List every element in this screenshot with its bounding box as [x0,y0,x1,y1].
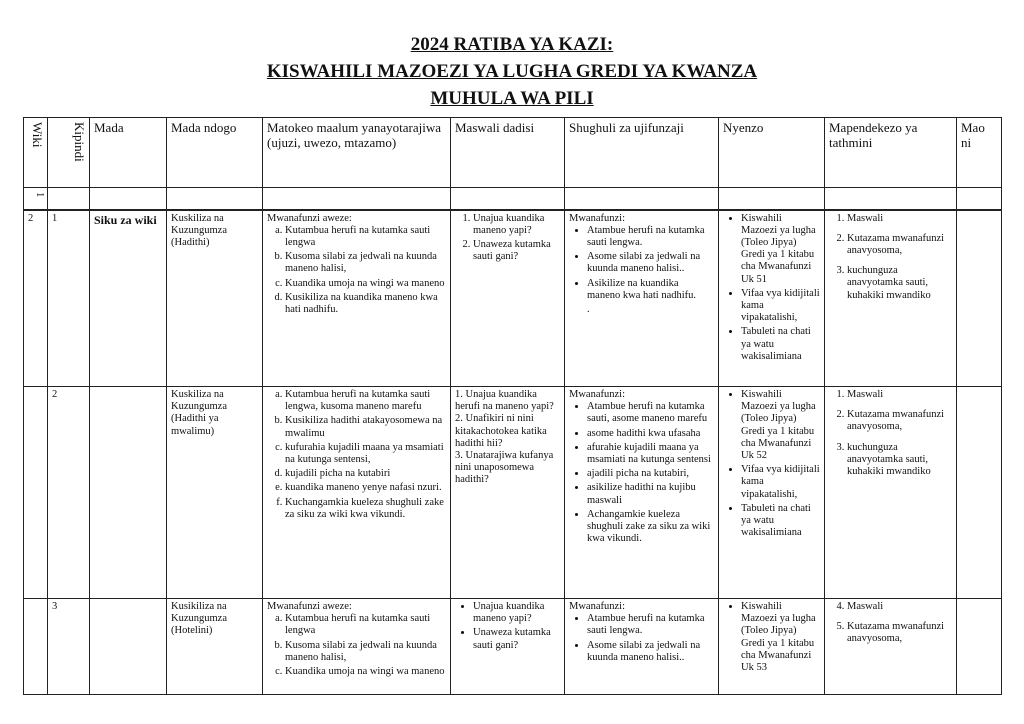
list-item: • Unaweza kutamka sauti gani? [473,627,560,651]
list-item: • Atambue herufi na kutamka sauti lengwa. [587,225,714,249]
learning-outcomes [263,599,451,695]
list-item: • Unajua kuandika maneno yapi? [473,601,560,625]
remarks [957,599,1002,695]
topic [90,599,167,695]
list-item: 3. kuchunguza anavyotamka sauti, kuhakiki mwandiko [847,265,952,302]
activities-intro: Mwanafunzi: [569,212,625,224]
list-item: b. Kusikiliza hadithi atakayosomewa na mwalimu [285,415,446,439]
header-row [24,118,1002,188]
assessment [825,387,957,599]
list-item: d. kujadili picha na kutabiri [285,468,446,480]
key-inquiry-questions [451,210,565,387]
stray-mark: . [587,303,590,315]
table-row [24,210,1002,387]
resources [719,387,825,599]
lesson-number: 3 [48,599,90,695]
list-item: a. Kutambua herufi na kutamka sauti lengwa, kusoma maneno marefu [285,389,446,413]
header-maoni: Mao ni [957,118,1002,188]
list-item: 2. Kutazama mwanafunzi anavyosoma, [847,233,952,257]
header-wiki: Wiki [24,118,48,188]
learning-experiences [565,210,719,387]
activities-intro: Mwanafunzi: [569,601,625,612]
list-item: • Asome silabi za jedwali na kuunda maneno halisi.. [587,640,714,664]
list-item: • Atambue herufi na kutamka sauti, asome maneno marefu [587,401,714,425]
header-kipindi: Kipindi [48,118,90,188]
list-item: • Vifaa vya kidijitali kama vipakatalishi, [741,464,820,501]
list-item: • ajadili picha na kutabiri, [587,468,714,480]
activities-intro: Mwanafunzi: [569,389,625,400]
list-item: • Kiswahili Mazoezi ya lugha (Toleo Jipya) Gredi ya 1 kitabu cha Mwanafunzi Uk 53 [741,601,820,674]
list-item: • Tabuleti na chati ya watu wakisalimiana [741,326,820,363]
list-item: b. Kusoma silabi za jedwali na kuunda maneno halisi, [285,640,446,664]
list-item: 3. kuchunguza anavyotamka sauti, kuhakiki mwandiko [847,442,952,479]
learning-outcomes [263,210,451,387]
resources [719,599,825,695]
header-mada-ndogo: Mada ndogo [167,118,263,188]
list-item: 2. Kutazama mwanafunzi anavyosoma, [847,409,952,433]
list-item: • Kiswahili Mazoezi ya lugha (Toleo Jipya) Gredi ya 1 kitabu cha Mwanafunzi Uk 52 [741,389,820,462]
header-nyenzo: Nyenzo [719,118,825,188]
list-item: b. Kusoma silabi za jedwali na kuunda maneno halisi, [285,251,446,275]
list-item: e. kuandika maneno yenye nafasi nzuri. [285,482,446,494]
list-item: • Kiswahili Mazoezi ya lugha (Toleo Jipya) Gredi ya 1 kitabu cha Mwanafunzi Uk 51 [741,213,820,286]
key-inquiry-questions: 1. Unajua kuandika herufi na maneno yapi? 2. Unafikiri ni nini kitakachotokea katika hadithi hii? 3. Unatarajiwa kufanya nini unaposomewa hadithi? [451,387,565,599]
list-item: 5. Kutazama mwanafunzi anavyosoma, [847,621,952,645]
lesson-number: 2 [48,387,90,599]
list-item: 4. Maswali [847,601,952,613]
list-item: • Asome silabi za jedwali na kuunda maneno halisi.. [587,251,714,275]
subtopic: Kuskiliza na Kuzungumza (Hadithi) [167,210,263,387]
list-item: d. Kusikiliza na kuandika maneno kwa hati nadhifu. [285,292,446,316]
assessment [825,599,957,695]
header-shughuli: Shughuli za ujifunzaji [565,118,719,188]
list-item: • asome hadithi kwa ufasaha [587,428,714,440]
topic: Siku za wiki [90,210,167,387]
list-item: • afurahie kujadili maana ya msamiati na kutunga sentensi [587,442,714,466]
list-item: c. Kuandika umoja na wingi wa maneno [285,278,446,290]
list-item: • Asikilize na kuandika maneno kwa hati nadhifu. [587,278,714,302]
header-mada: Mada [90,118,167,188]
remarks [957,210,1002,387]
list-item: • Atambue herufi na kutamka sauti lengwa. [587,613,714,637]
subtopic: Kusikiliza na Kuzungumza (Hotelini) [167,599,263,695]
list-item: f. Kuchangamkia kueleza shughuli zake za siku za wiki kwa vikundi. [285,497,446,521]
header-matokeo: Matokeo maalum yanayotarajiwa (ujuzi, uwezo, mtazamo) [263,118,451,188]
list-item: 1. Maswali [847,389,952,401]
resources [719,210,825,387]
scheme-of-work-table [23,117,1002,695]
remarks [957,387,1002,599]
week-1-row [24,188,1002,210]
outcomes-intro: Mwanafunzi aweze: [267,212,352,224]
header-mapendekezo: Mapendekezo ya tathmini [825,118,957,188]
list-item: a. Kutambua herufi na kutamka sauti lengwa [285,225,446,249]
document-title-line-3: MUHULA WA PILI [430,88,594,109]
learning-experiences [565,387,719,599]
week-number [24,387,48,599]
list-item: 2. Unaweza kutamka sauti gani? [473,239,560,263]
list-item: a. Kutambua herufi na kutamka sauti lengwa [285,613,446,637]
list-item: • Achangamkie kueleza shughuli zake za siku za wiki kwa vikundi. [587,509,714,546]
assessment [825,210,957,387]
week-number: 1 [24,188,48,210]
learning-experiences [565,599,719,695]
header-maswali: Maswali dadisi [451,118,565,188]
key-inquiry-questions [451,599,565,695]
list-item: • asikilize hadithi na kujibu maswali [587,482,714,506]
lesson-number: 1 [48,210,90,387]
list-item: 1. Unajua kuandika maneno yapi? [473,213,560,237]
week-number [24,599,48,695]
list-item: c. Kuandika umoja na wingi wa maneno [285,666,446,678]
learning-outcomes [263,387,451,599]
list-item: • Vifaa vya kidijitali kama vipakatalishi, [741,288,820,325]
list-item: 1. Maswali [847,213,952,225]
document-title-line-1: 2024 RATIBA YA KAZI: [410,34,614,55]
week-number: 2 [24,210,48,387]
table-row [24,387,1002,599]
outcomes-intro: Mwanafunzi aweze: [267,601,352,612]
list-item: c. kufurahia kujadili maana ya msamiati na kutunga sentensi, [285,442,446,466]
table-row [24,599,1002,695]
list-item: • Tabuleti na chati ya watu wakisalimiana [741,503,820,540]
topic [90,387,167,599]
subtopic: Kuskiliza na Kuzungumza (Hadithi ya mwalimu) [167,387,263,599]
document-title-line-2: KISWAHILI MAZOEZI YA LUGHA GREDI YA KWANZA [266,61,758,82]
